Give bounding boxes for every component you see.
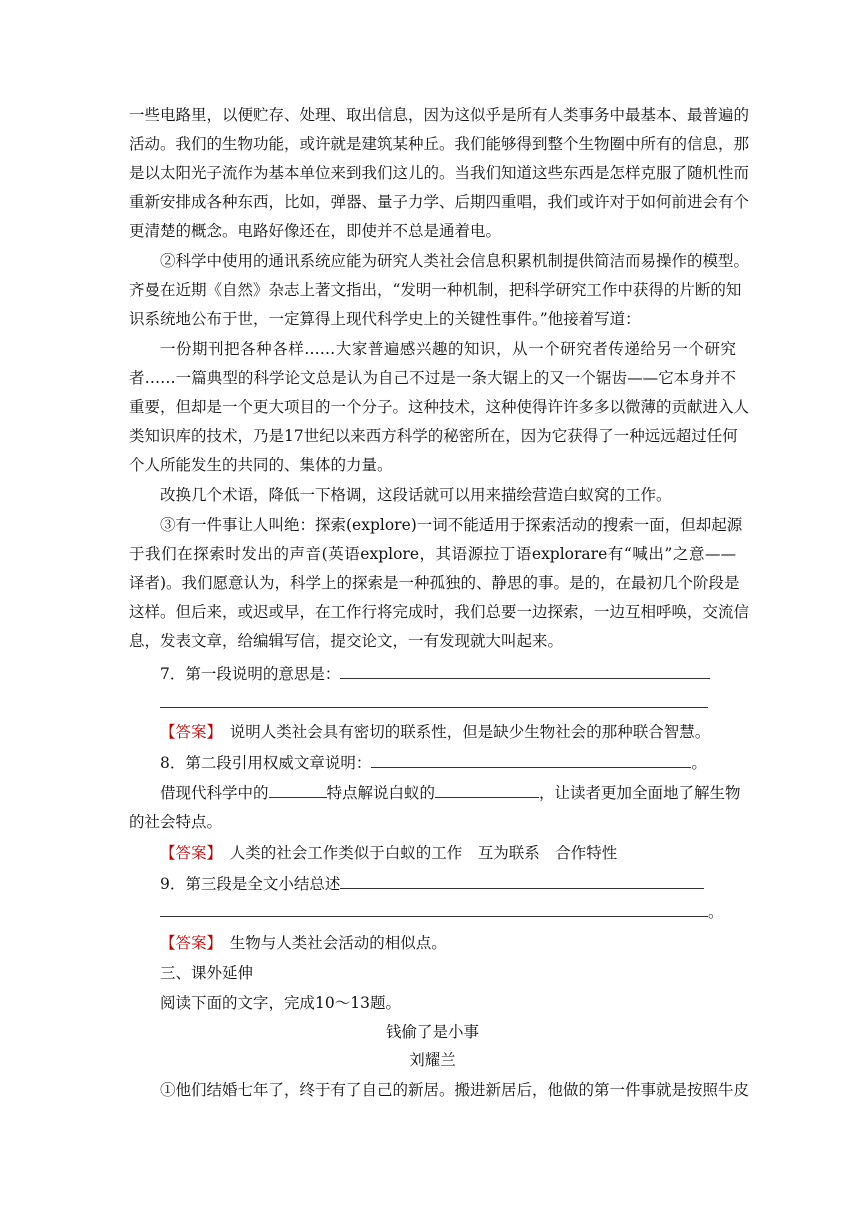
q8-text-a: 借现代科学中的 bbox=[160, 784, 269, 802]
q8-text-c: ，让读者更加全面地了解生物 bbox=[539, 784, 741, 802]
para1-line-4: 重新安排成各种东西，比如，弹器、量子力学、后期四重唱，我们或许对于如何前进会有个 bbox=[129, 193, 750, 211]
q8-answer-line bbox=[160, 843, 736, 863]
q8-blank-2[interactable] bbox=[435, 785, 539, 798]
para3-line-2: 于我们在探索时发出的声音(英语explore，其语源拉丁语explorare有“喊出”之意—— bbox=[129, 545, 736, 563]
quote-line-3: 重要，但却是一个更大项目的一个分子。这种技术，这种使得许许多多以微薄的贡献进入人 bbox=[129, 398, 750, 416]
para1-line-2: 活动。我们的生物功能，或许就是建筑某种丘。我们能够得到整个生物圈中所有的信息，那 bbox=[129, 135, 750, 153]
q7-answer-line bbox=[160, 722, 736, 742]
q8-answer-blank[interactable] bbox=[371, 755, 691, 768]
q9-answer-blank-2[interactable] bbox=[160, 904, 708, 917]
answer-tag: 【答案】 bbox=[160, 934, 215, 952]
q8-text-b: 特点解说白蚁的 bbox=[326, 784, 436, 802]
q8-period: 。 bbox=[691, 754, 707, 772]
story-title: 钱偷了是小事 bbox=[385, 1023, 479, 1041]
q7-answer: 说明人类社会具有密切的联系性，但是缺少生物社会的那种联合智慧。 bbox=[229, 723, 711, 741]
q8-prompt: 8．第二段引用权威文章说明： bbox=[160, 754, 372, 772]
para3-line-1: ③有一件事让人叫绝：探索(explore)一词不能适用于探索活动的搜索一面，但却起源 bbox=[160, 516, 743, 534]
para3-line-4: 这样。但后来，或迟或早，在工作行将完成时，我们总要一边探索，一边互相呼唤，交流信 bbox=[129, 603, 750, 621]
quote-line-4: 类知识库的技术，乃是17世纪以来西方科学的秘密所在，因为它获得了一种远远超过任何 bbox=[129, 427, 738, 445]
answer-tag: 【答案】 bbox=[160, 723, 215, 741]
story-author: 刘耀兰 bbox=[409, 1051, 456, 1069]
para3-line-5: 息，发表文章，给编辑写信，提交论文，一有发现就大叫起来。 bbox=[129, 632, 564, 650]
para-short: 改换几个术语，降低一下格调，这段话就可以用来描绘营造白蚁窝的工作。 bbox=[160, 486, 672, 504]
quote-line-5: 个人所能发生的共同的、集体的力量。 bbox=[129, 456, 393, 474]
q8-line-2 bbox=[160, 783, 741, 803]
para3-line-3: 译者)。我们愿意认为，科学上的探索是一种孤独的、静思的事。是的，在最初几个阶段是 bbox=[129, 574, 740, 592]
q9-period: 。 bbox=[708, 903, 724, 921]
q9-line bbox=[160, 874, 736, 894]
q8-blank-1[interactable] bbox=[269, 785, 327, 798]
section-instruction: 阅读下面的文字，完成10～13题。 bbox=[160, 994, 401, 1012]
q7-line bbox=[160, 664, 736, 684]
para2-line-2: 齐曼在近期《自然》杂志上著文指出，“发明一种机制，把科学研究工作中获得的片断的知 bbox=[129, 281, 742, 299]
q7-answer-rule[interactable] bbox=[160, 707, 708, 708]
answer-tag: 【答案】 bbox=[160, 844, 215, 862]
section-heading: 三、课外延伸 bbox=[160, 964, 254, 982]
para2-line-1: ②科学中使用的通讯系统应能为研究人类社会信息积累机制提供简洁而易操作的模型。 bbox=[160, 252, 750, 270]
q9-prompt: 9．第三段是全文小结总述 bbox=[160, 875, 341, 893]
q8-answer: 人类的社会工作类似于白蚁的工作 互为联系 合作特性 bbox=[229, 844, 618, 862]
q9-answer: 生物与人类社会活动的相似点。 bbox=[229, 934, 447, 952]
q9-answer-blank[interactable] bbox=[340, 876, 704, 889]
para1-line-1: 一些电路里，以便贮存、处理、取出信息，因为这似乎是所有人类事务中最基本、最普遍的 bbox=[129, 106, 750, 124]
para2-line-3: 识系统地公布于世，一定算得上现代科学史上的关键性事件。”他接着写道： bbox=[129, 310, 641, 328]
q8-line bbox=[160, 753, 736, 773]
q7-answer-blank[interactable] bbox=[340, 666, 710, 679]
q9-line-2 bbox=[160, 902, 736, 922]
quote-line-2: 者……一篇典型的科学论文总是认为自己不过是一条大锯上的又一个锯齿——它本身并不 bbox=[129, 369, 736, 387]
quote-line-1: 一份期刊把各种各样……大家普遍感兴趣的知识，从一个研究者传递给另一个研究 bbox=[160, 340, 736, 358]
para1-line-5: 更清楚的概念。电路好像还在，即使并不总是通着电。 bbox=[129, 222, 502, 240]
q7-prompt: 7．第一段说明的意思是： bbox=[160, 665, 341, 683]
q9-answer-line bbox=[160, 933, 736, 953]
q8-line-3: 的社会特点。 bbox=[129, 813, 223, 831]
para1-line-3: 是以太阳光子流作为基本单位来到我们这儿的。当我们知道这些东西是怎样克服了随机性而 bbox=[129, 164, 750, 182]
story-first-line: ①他们结婚七年了，终于有了自己的新居。搬进新居后，他做的第一件事就是按照牛皮 bbox=[160, 1081, 750, 1099]
